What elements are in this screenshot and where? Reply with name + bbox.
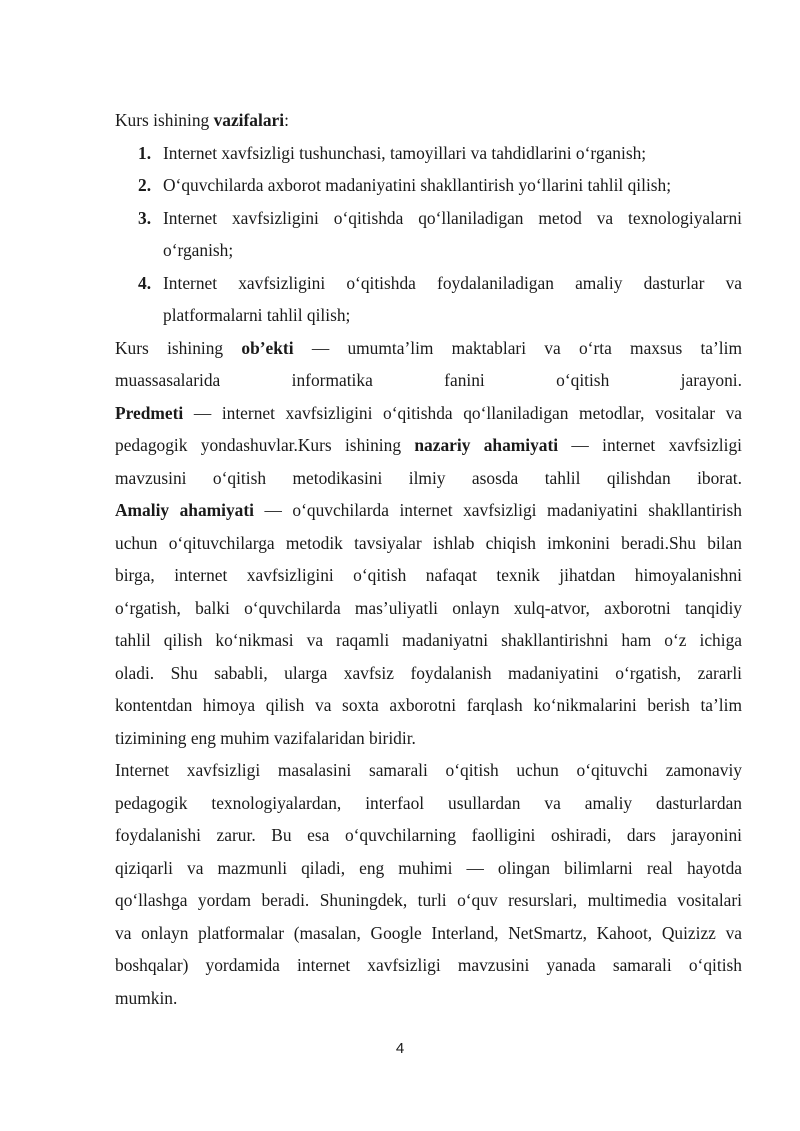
paragraph-line: boshqalar) yordamida internet xavfsizligi mavzusini yanada samarali oʻqitish xyxy=(115,955,742,975)
text-run: Kurs ishining xyxy=(115,337,242,358)
paragraph-line: uchun oʻqituvchilarga metodik tavsiyalar ishlab chiqish imkonini beradi.Shu bilan xyxy=(115,532,742,553)
task-text: Internet xavfsizligi tushunchasi, tamoyillari va tahdidlarini oʻrganish; xyxy=(163,142,647,163)
paragraph-line: mavzusini oʻqitish metodikasini ilmiy asosda tahlil qilishdan iborat. xyxy=(115,467,742,488)
task-text: Oʻquvchilarda axborot madaniyatini shakllantirish yoʻllarini tahlil qilish; xyxy=(163,175,672,195)
tasks-heading xyxy=(115,104,742,137)
task-text: Internet xavfsizligini oʻqitishda foydalaniladigan amaliy dasturlar va xyxy=(163,272,742,293)
paragraph-line xyxy=(115,397,742,430)
paragraph-line: muassasalarida informatika fanini oʻqitish jarayoni. xyxy=(115,370,742,390)
heading-colon: : xyxy=(284,110,289,130)
bold-term: Amaliy ahamiyati xyxy=(115,500,254,520)
paragraph-line: mumkin. xyxy=(115,987,178,1008)
task-text-continued: platformalarni tahlil qilish; xyxy=(163,305,351,325)
paragraph-line: foydalanishi zarur. Bu esa oʻquvchilarning faolligini oshiradi, dars jarayonini xyxy=(115,825,742,845)
paragraph-line: va onlayn platformalar (masalan, Google Interland, NetSmartz, Kahoot, Quizizz va xyxy=(115,922,742,943)
paragraph-line: birga, internet xavfsizligini oʻqitish nafaqat texnik jihatdan himoyalanishni xyxy=(115,565,742,585)
page-number: 4 xyxy=(395,1040,405,1057)
task-number: 2. xyxy=(138,175,152,195)
task-text-continued: oʻrganish; xyxy=(163,240,234,260)
text-run: — oʻquvchilarda internet xavfsizligi madaniyatini shakllantirish xyxy=(254,500,742,520)
paragraph-line: kontentdan himoya qilish va soxta axborotni farqlash koʻnikmalarini berish taʼlim xyxy=(115,695,742,715)
bold-term: ob’ekti xyxy=(241,337,294,358)
task-item-3 xyxy=(115,202,742,235)
text-run: pedagogik yondashuvlar.Kurs ishining xyxy=(115,435,415,455)
paragraph-line: tizimining eng muhim vazifalaridan biridir. xyxy=(115,727,416,748)
paragraph-line: oladi. Shu sababli, ularga xavfsiz foydalanish madaniyatini oʻrgatish, zararli xyxy=(115,662,742,683)
paragraph-line xyxy=(115,494,742,527)
paragraph-line: Internet xavfsizligi masalasini samarali oʻqitish uchun oʻqituvchi zamonaviy xyxy=(115,760,742,780)
text-run: — internet xavfsizligini oʻqitishda qoʻllaniladigan metodlar, vositalar va xyxy=(183,402,742,423)
paragraph-line: oʻrgatish, balki oʻquvchilarda masʼuliyatli onlayn xulq-atvor, axborotni tanqidiy xyxy=(115,597,742,618)
paragraph-line: pedagogik texnologiyalardan, interfaol usullardan va amaliy dasturlardan xyxy=(115,792,742,813)
task-number: 1. xyxy=(138,142,152,163)
task-item-1 xyxy=(115,137,742,170)
task-number: 4. xyxy=(138,272,152,293)
task-number: 3. xyxy=(138,207,152,228)
paragraph-line xyxy=(115,332,742,365)
page-content xyxy=(115,104,742,1014)
task-text: Internet xavfsizligini oʻqitishda qoʻllaniladigan metod va texnologiyalarni xyxy=(163,207,742,228)
bold-term: nazariy ahamiyati xyxy=(414,435,559,455)
text-run: — internet xavfsizligi xyxy=(558,435,742,455)
heading-bold: vazifalari xyxy=(213,110,285,130)
paragraph-line: tahlil qilish koʻnikmasi va raqamli madaniyatni shakllantirishni ham oʻz ichiga xyxy=(115,630,742,650)
paragraph-line xyxy=(115,429,742,462)
task-item-4 xyxy=(115,267,742,300)
paragraph-line: qiziqarli va mazmunli qiladi, eng muhimi — olingan bilimlarni real hayotda xyxy=(115,857,742,878)
paragraph-line: qoʻllashga yordam beradi. Shuningdek, turli oʻquv resurslari, multimedia vositalari xyxy=(115,890,742,910)
text-run: — umumtaʼlim maktablari va oʻrta maxsus taʼlim xyxy=(293,337,743,358)
bold-term: Predmeti xyxy=(115,402,184,423)
task-item-2 xyxy=(115,169,742,202)
heading-text: Kurs ishining xyxy=(115,110,214,130)
